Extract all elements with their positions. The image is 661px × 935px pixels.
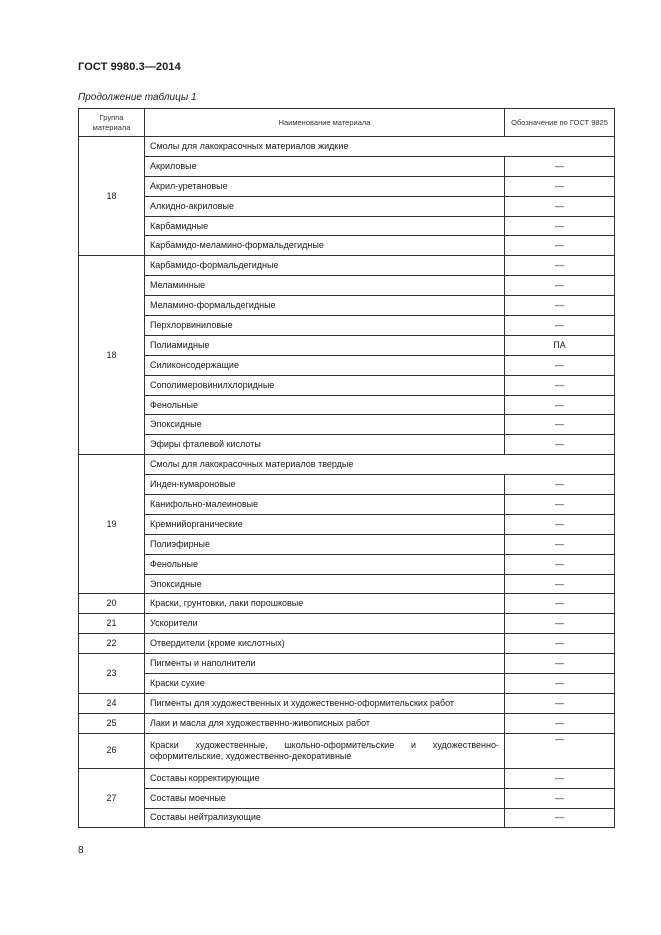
designation-cell: — <box>505 256 615 276</box>
table-body <box>79 137 615 828</box>
material-name-cell: Составы нейтрализующие <box>145 808 505 828</box>
table-row <box>79 196 615 216</box>
material-name-cell: Ускорители <box>145 614 505 634</box>
material-name-cell: Сополимеровинилхлоридные <box>145 375 505 395</box>
group-number-cell: 24 <box>79 693 145 713</box>
table-row <box>79 156 615 176</box>
table-row <box>79 574 615 594</box>
material-name-cell: Фенольные <box>145 554 505 574</box>
material-name-cell: Карбамидо-формальдегидные <box>145 256 505 276</box>
designation-cell: — <box>505 534 615 554</box>
table-row <box>79 216 615 236</box>
designation-cell: — <box>505 808 615 828</box>
material-name-cell: Отвердители (кроме кислотных) <box>145 634 505 654</box>
material-name-cell: Пигменты для художественных и художественно-оформительских работ <box>145 693 505 713</box>
designation-cell: — <box>505 196 615 216</box>
table-row <box>79 788 615 808</box>
material-name-cell: Инден-кумароновые <box>145 475 505 495</box>
group-number-cell: 22 <box>79 634 145 654</box>
designation-cell: — <box>505 316 615 336</box>
table-row <box>79 375 615 395</box>
material-name-cell: Акриловые <box>145 156 505 176</box>
group-number-cell: 26 <box>79 733 145 768</box>
table-row <box>79 395 615 415</box>
material-name-cell: Эпоксидные <box>145 415 505 435</box>
table-row <box>79 693 615 713</box>
designation-cell: — <box>505 495 615 515</box>
material-name-cell: Полиамидные <box>145 335 505 355</box>
material-name-cell: Составы моечные <box>145 788 505 808</box>
designation-cell: — <box>505 733 615 768</box>
material-name-cell: Краски художественные, школьно-оформительские и художественно-оформительские, художественно-декоративные <box>145 733 505 768</box>
material-name-cell: Краски сухие <box>145 674 505 694</box>
designation-cell: — <box>505 768 615 788</box>
group-number-cell: 25 <box>79 713 145 733</box>
designation-cell: — <box>505 276 615 296</box>
group-number-cell: 19 <box>79 455 145 594</box>
material-name-cell: Карбамидо-меламино-формальдегидные <box>145 236 505 256</box>
designation-cell: — <box>505 216 615 236</box>
column-header-group: Группа материала <box>79 109 145 137</box>
table-row <box>79 475 615 495</box>
table-row <box>79 554 615 574</box>
column-header-designation: Обозначение по ГОСТ 9825 <box>505 109 615 137</box>
group-number-cell: 21 <box>79 614 145 634</box>
designation-cell: — <box>505 634 615 654</box>
table-row <box>79 713 615 733</box>
table-row <box>79 654 615 674</box>
designation-cell: — <box>505 176 615 196</box>
material-name-cell: Составы корректирующие <box>145 768 505 788</box>
table-row <box>79 614 615 634</box>
table-row <box>79 435 615 455</box>
designation-cell: — <box>505 415 615 435</box>
table-header-row <box>79 109 615 137</box>
table-row <box>79 534 615 554</box>
materials-table <box>78 108 615 828</box>
material-name-cell: Эпоксидные <box>145 574 505 594</box>
group-number-cell: 18 <box>79 256 145 455</box>
designation-cell: ПА <box>505 335 615 355</box>
table-row <box>79 634 615 654</box>
designation-cell: — <box>505 574 615 594</box>
table-row <box>79 415 615 435</box>
designation-cell: — <box>505 693 615 713</box>
material-name-cell: Фенольные <box>145 395 505 415</box>
designation-cell: — <box>505 475 615 495</box>
designation-cell: — <box>505 395 615 415</box>
material-name-cell: Смолы для лакокрасочных материалов твердые <box>145 455 615 475</box>
material-name-cell: Лаки и масла для художественно-живописных работ <box>145 713 505 733</box>
table-row <box>79 808 615 828</box>
table-row <box>79 296 615 316</box>
page-number: 8 <box>78 845 84 856</box>
designation-cell: — <box>505 674 615 694</box>
group-number-cell: 20 <box>79 594 145 614</box>
table-row <box>79 674 615 694</box>
material-name-cell: Меламино-формальдегидные <box>145 296 505 316</box>
table-row <box>79 455 615 475</box>
table-row <box>79 594 615 614</box>
table-row <box>79 768 615 788</box>
table-row <box>79 176 615 196</box>
table-row <box>79 335 615 355</box>
document-code: ГОСТ 9980.3—2014 <box>78 61 181 73</box>
material-name-cell: Полиэфирные <box>145 534 505 554</box>
designation-cell: — <box>505 713 615 733</box>
material-name-cell: Перхлорвиниловые <box>145 316 505 336</box>
designation-cell: — <box>505 788 615 808</box>
table-row <box>79 236 615 256</box>
table-row <box>79 514 615 534</box>
designation-cell: — <box>505 296 615 316</box>
designation-cell: — <box>505 594 615 614</box>
material-name-cell: Силиконсодержащие <box>145 355 505 375</box>
designation-cell: — <box>505 654 615 674</box>
material-name-cell: Краски, грунтовки, лаки порошковые <box>145 594 505 614</box>
material-name-cell: Эфиры фталевой кислоты <box>145 435 505 455</box>
designation-cell: — <box>505 514 615 534</box>
material-name-cell: Кремнийорганические <box>145 514 505 534</box>
designation-cell: — <box>505 355 615 375</box>
table-row <box>79 276 615 296</box>
material-name-cell: Карбамидные <box>145 216 505 236</box>
group-number-cell: 18 <box>79 137 145 256</box>
designation-cell: — <box>505 554 615 574</box>
table-row <box>79 733 615 768</box>
designation-cell: — <box>505 156 615 176</box>
column-header-name: Наименование материала <box>145 109 505 137</box>
material-name-cell: Смолы для лакокрасочных материалов жидкие <box>145 137 615 157</box>
material-name-cell: Пигменты и наполнители <box>145 654 505 674</box>
table-row <box>79 256 615 276</box>
material-name-cell: Канифольно-малеиновые <box>145 495 505 515</box>
material-name-cell: Алкидно-акриловые <box>145 196 505 216</box>
designation-cell: — <box>505 236 615 256</box>
table-row <box>79 355 615 375</box>
group-number-cell: 27 <box>79 768 145 828</box>
designation-cell: — <box>505 375 615 395</box>
material-name-cell: Акрил-уретановые <box>145 176 505 196</box>
designation-cell: — <box>505 614 615 634</box>
table-row <box>79 316 615 336</box>
table-caption: Продолжение таблицы 1 <box>78 92 197 103</box>
table-row <box>79 495 615 515</box>
group-number-cell: 23 <box>79 654 145 694</box>
designation-cell: — <box>505 435 615 455</box>
table-row <box>79 137 615 157</box>
material-name-cell: Меламинные <box>145 276 505 296</box>
